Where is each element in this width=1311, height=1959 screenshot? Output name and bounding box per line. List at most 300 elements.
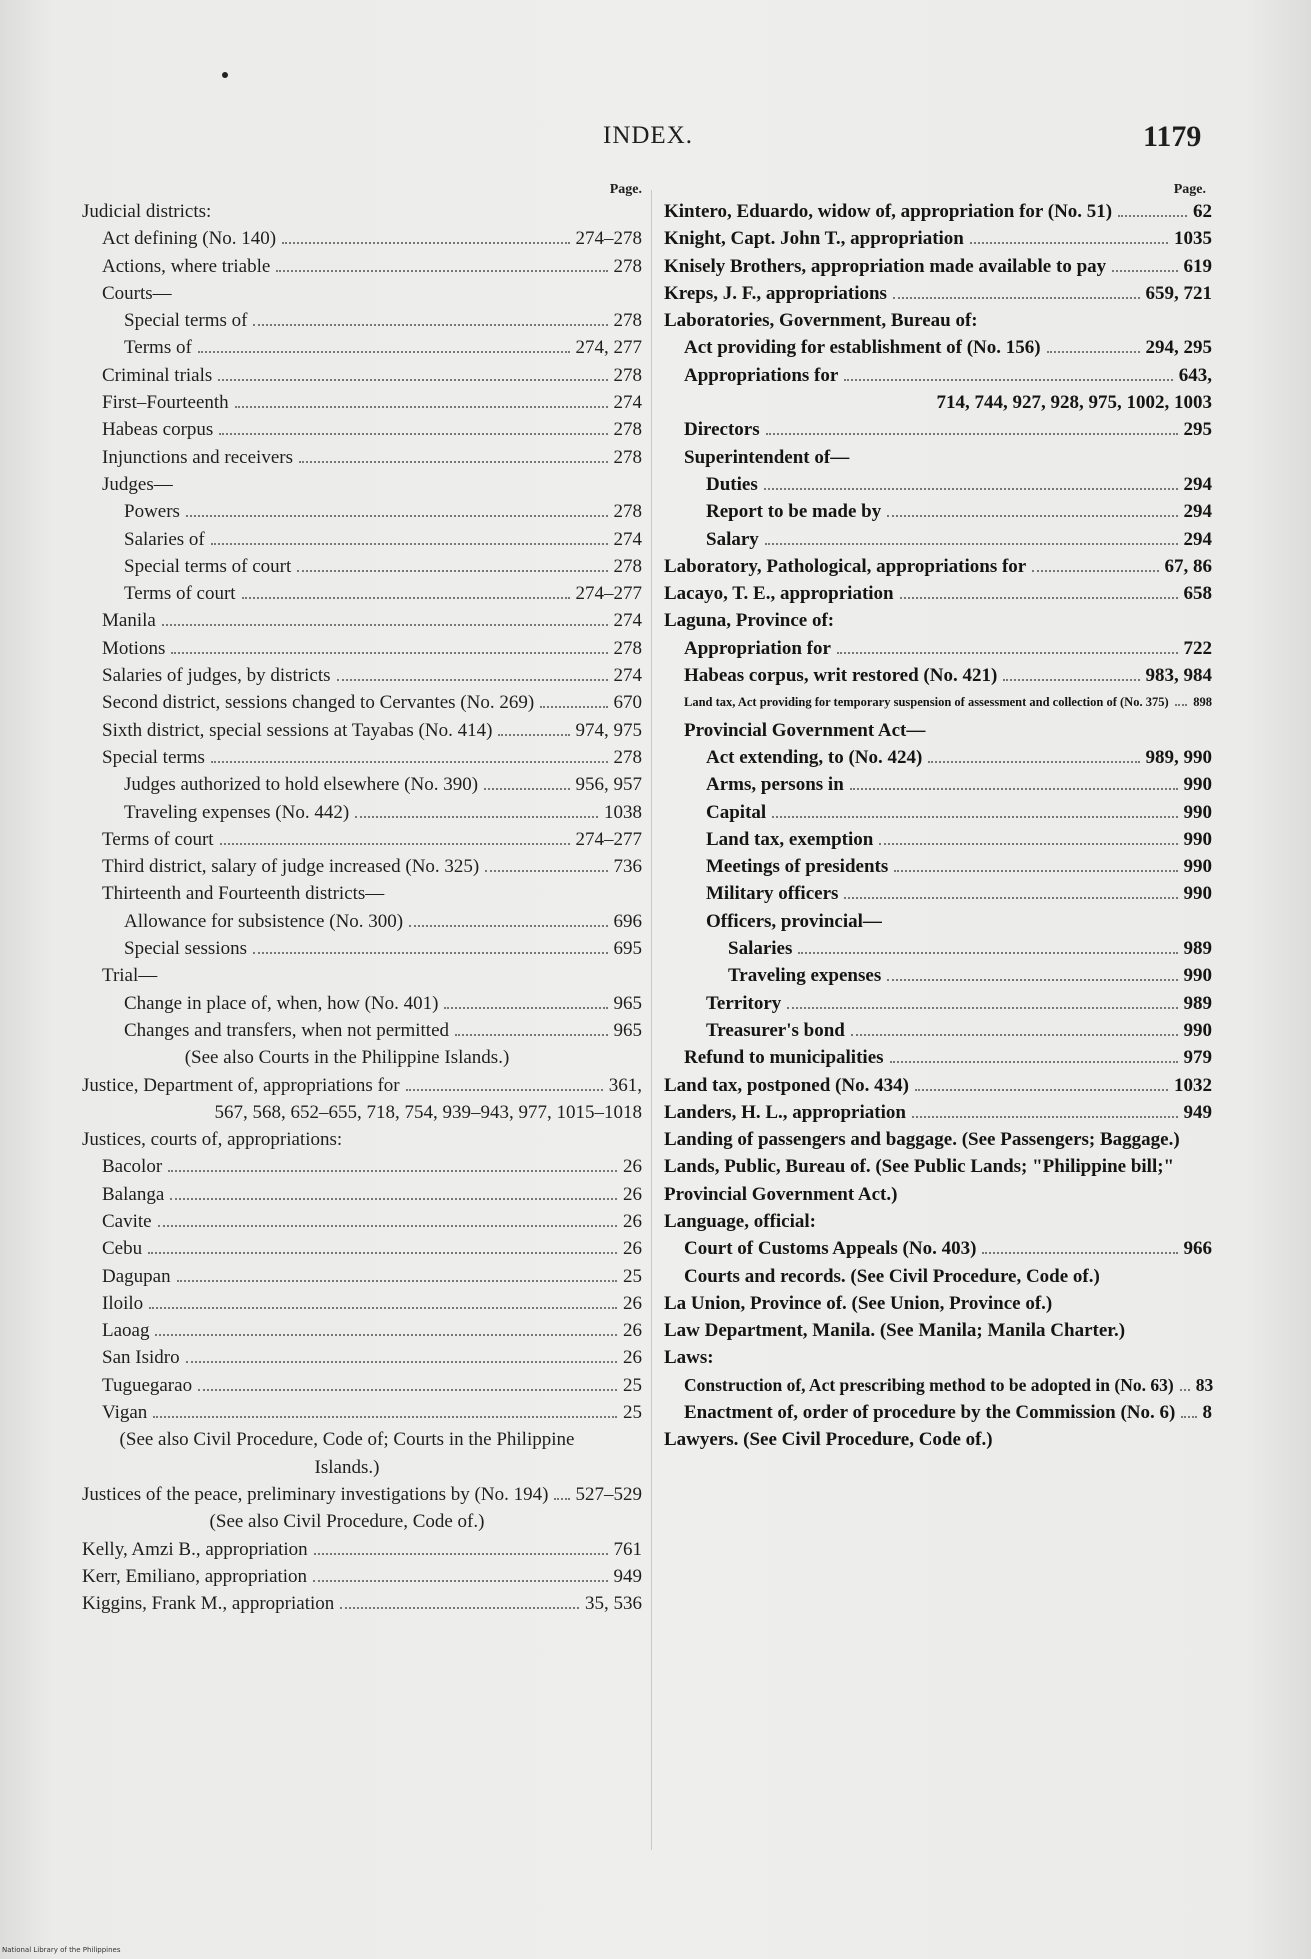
index-entry [664, 1372, 1212, 1399]
entry-page-ref: 294, 295 [1145, 337, 1212, 359]
index-entry [82, 526, 642, 553]
leader-dots [186, 1361, 617, 1363]
index-entry [82, 253, 642, 280]
entry-text: Kiggins, Frank M., appropriation [82, 1593, 335, 1615]
footer-credit: National Library of the Philippines [2, 1946, 121, 1954]
entry-text: Salary [706, 528, 759, 550]
entry-text: Dagupan [102, 1265, 171, 1287]
index-entry [664, 1426, 1212, 1453]
index-entry [82, 1126, 642, 1153]
entry-text: Duties [706, 473, 758, 495]
leader-dots [148, 1252, 617, 1254]
leader-dots [787, 1007, 1177, 1009]
leader-dots [211, 761, 608, 763]
entry-text: Land tax, exemption [706, 828, 874, 850]
entry-text: Habeas corpus [102, 419, 214, 441]
entry-text: Military officers [706, 883, 839, 905]
leader-dots [982, 1252, 1177, 1254]
leader-dots [1175, 704, 1188, 706]
entry-text: Kintero, Eduardo, widow of, appropriation for (No. 51) [664, 201, 1113, 222]
leader-dots [177, 1280, 617, 1282]
entry-text: Second district, sessions changed to Cervantes (No. 269) [102, 692, 535, 714]
entry-text: Judicial districts: [82, 201, 212, 222]
index-entry [82, 1208, 642, 1235]
entry-page-ref: 990 [1183, 883, 1212, 905]
leader-dots [484, 788, 569, 790]
entry-text: Law Department, Manila. (See Manila; Manila Charter.) [664, 1320, 1126, 1342]
index-entry [82, 198, 642, 225]
index-entry [664, 280, 1212, 307]
index-entry [664, 389, 1212, 416]
entry-text: Act extending, to (No. 424) [706, 746, 923, 768]
leader-dots [844, 897, 1177, 899]
left-entries [82, 188, 642, 1617]
entry-page-ref: 736 [613, 856, 642, 878]
entry-text: Manila [102, 610, 156, 632]
entry-page-ref: 989 [1183, 938, 1212, 960]
entry-text: Cavite [102, 1210, 152, 1232]
index-entry [82, 1536, 642, 1563]
leader-dots [887, 979, 1177, 981]
entry-text: Treasurer's bond [706, 1019, 845, 1041]
index-entry [664, 880, 1212, 907]
entry-text: Sixth district, special sessions at Tayabas (No. 414) [102, 719, 493, 741]
index-entry [664, 498, 1212, 525]
entry-text: Refund to municipalities [684, 1047, 884, 1069]
leader-dots [764, 488, 1178, 490]
index-entry [82, 444, 642, 471]
entry-text: Justices, courts of, appropriations: [82, 1129, 343, 1151]
entry-page-ref: 26 [623, 1238, 642, 1260]
leader-dots [455, 1034, 607, 1036]
entry-text: Knight, Capt. John T., appropriation [664, 228, 964, 250]
index-entry [664, 553, 1212, 580]
entry-text: Superintendent of— [684, 446, 850, 468]
leader-dots [879, 843, 1177, 845]
entry-text: Laguna, Province of: [664, 610, 835, 632]
page-title: INDEX. [603, 122, 694, 149]
leader-dots [912, 1116, 1178, 1118]
entry-page-ref: 658 [1183, 583, 1212, 605]
index-entry [664, 198, 1212, 225]
leader-dots [220, 843, 570, 845]
entry-text: Vigan [102, 1402, 148, 1424]
entry-text: Court of Customs Appeals (No. 403) [684, 1238, 977, 1260]
entry-text: First–Fourteenth [102, 392, 229, 414]
entry-text: 567, 568, 652–655, 718, 754, 939–943, 977, 1015–1018 [214, 1101, 642, 1123]
entry-page-ref: 35, 536 [585, 1593, 642, 1615]
entry-page-ref: 294 [1183, 473, 1212, 495]
entry-page-ref: 25 [623, 1374, 642, 1396]
leader-dots [798, 952, 1177, 954]
entry-text: Salaries of [124, 528, 205, 550]
entry-text: Special sessions [124, 938, 247, 960]
index-entry [664, 225, 1212, 252]
entry-page-ref: 990 [1183, 1019, 1212, 1041]
entry-text: Criminal trials [102, 364, 213, 386]
entry-page-ref: 979 [1183, 1047, 1212, 1069]
leader-dots [1181, 1416, 1196, 1418]
entry-page-ref: 62 [1193, 201, 1212, 222]
leader-dots [540, 706, 607, 708]
page-column-label: Page. [1173, 182, 1206, 197]
leader-dots [155, 1334, 617, 1336]
leader-dots [1180, 1389, 1190, 1391]
entry-page-ref: 274 [613, 528, 642, 550]
entry-page-ref: 670 [613, 692, 642, 714]
entry-page-ref: 965 [613, 992, 642, 1014]
entry-text: Justices of the peace, preliminary investigations by (No. 194) [82, 1483, 549, 1505]
index-entry [82, 880, 642, 907]
entry-page-ref: 8 [1202, 1402, 1212, 1424]
index-entry [82, 1508, 642, 1535]
index-entry [664, 1099, 1212, 1126]
index-entry [664, 1344, 1212, 1371]
entry-text: La Union, Province of. (See Union, Province of.) [664, 1292, 1053, 1314]
entry-page-ref: 83 [1195, 1374, 1214, 1395]
entry-text: Act providing for establishment of (No. 156) [684, 337, 1041, 359]
index-entry [82, 1481, 642, 1508]
leader-dots [915, 1089, 1168, 1091]
entry-page-ref: 898 [1193, 695, 1212, 710]
index-entry [82, 334, 642, 361]
entry-page-ref: 26 [623, 1347, 642, 1369]
index-entry [82, 389, 642, 416]
entry-text: Bacolor [102, 1156, 163, 1178]
entry-text: Appropriations for [684, 364, 839, 386]
index-entry [664, 990, 1212, 1017]
index-entry [82, 1099, 642, 1126]
leader-dots [928, 761, 1139, 763]
index-entry [82, 1044, 642, 1071]
ink-speck [222, 72, 228, 78]
entry-text: (See also Civil Procedure, Code of.) [209, 1511, 485, 1533]
entry-text: Language, official: [664, 1210, 816, 1232]
leader-dots [890, 1061, 1178, 1063]
leader-dots [766, 433, 1178, 435]
index-entry [82, 853, 642, 880]
index-entry [82, 1017, 642, 1044]
leader-dots [235, 406, 608, 408]
entry-page-ref: 26 [623, 1320, 642, 1342]
entry-text: Kreps, J. F., appropriations [664, 282, 887, 304]
entry-page-ref: 274–277 [575, 583, 642, 605]
entry-text: Tuguegarao [102, 1374, 193, 1396]
right-column [664, 182, 1214, 1454]
entry-page-ref: 274 [613, 610, 642, 632]
entry-page-ref: 1038 [604, 801, 642, 823]
index-entry [664, 771, 1212, 798]
index-entry [82, 1181, 642, 1208]
index-entry [664, 307, 1212, 334]
index-entry [664, 1017, 1212, 1044]
entry-page-ref: 278 [613, 419, 642, 441]
leader-dots [900, 597, 1178, 599]
index-entry [82, 280, 642, 307]
index-entry [82, 1590, 642, 1617]
leader-dots [409, 925, 607, 927]
index-entry [82, 799, 642, 826]
leader-dots [1112, 270, 1177, 272]
entry-page-ref: 278 [613, 746, 642, 768]
leader-dots [851, 1034, 1178, 1036]
entry-text: Actions, where triable [102, 255, 271, 277]
leader-dots [158, 1225, 617, 1227]
index-entry [82, 1563, 642, 1590]
entry-text: Act defining (No. 140) [102, 228, 277, 250]
page-column-label: Page. [609, 182, 642, 197]
entry-text: Landers, H. L., appropriation [664, 1101, 906, 1123]
entry-page-ref: 990 [1183, 774, 1212, 796]
index-entry [82, 689, 642, 716]
leader-dots [314, 1553, 608, 1555]
leader-dots [765, 543, 1178, 545]
entry-page-ref: 274, 277 [575, 337, 642, 359]
entry-text: Meetings of presidents [706, 856, 889, 878]
index-entry [664, 334, 1212, 361]
index-entry [82, 471, 642, 498]
leader-dots [282, 242, 569, 244]
entry-text: San Isidro [102, 1347, 180, 1369]
entry-text: Knisely Brothers, appropriation made available to pay [664, 255, 1107, 277]
entry-text: Motions [102, 637, 166, 659]
index-entry [664, 799, 1212, 826]
leader-dots [219, 433, 607, 435]
entry-page-ref: 25 [623, 1265, 642, 1287]
entry-text: Change in place of, when, how (No. 401) [124, 992, 439, 1014]
index-entry [82, 908, 642, 935]
entry-page-ref: 295 [1183, 419, 1212, 441]
leader-dots [198, 351, 570, 353]
index-entry [664, 962, 1212, 989]
entry-text: Judges— [102, 473, 173, 495]
entry-page-ref: 965 [613, 1019, 642, 1041]
entry-page-ref: 274–278 [575, 228, 642, 250]
index-entry [664, 1263, 1212, 1290]
entry-page-ref: 278 [613, 501, 642, 523]
index-entry [82, 362, 642, 389]
leader-dots [168, 1170, 617, 1172]
index-entry [82, 744, 642, 771]
entry-page-ref: 278 [613, 364, 642, 386]
entry-page-ref: 26 [623, 1156, 642, 1178]
entry-page-ref: 294 [1183, 528, 1212, 550]
leader-dots [313, 1580, 607, 1582]
index-entry [664, 744, 1212, 771]
leader-dots [893, 297, 1140, 299]
entry-text: Allowance for subsistence (No. 300) [124, 910, 404, 932]
index-entry [664, 935, 1212, 962]
entry-text: Cebu [102, 1238, 143, 1260]
right-entries [664, 188, 1212, 1454]
leader-dots [149, 1307, 617, 1309]
index-entry [82, 1426, 642, 1481]
leader-dots [894, 870, 1177, 872]
leader-dots [276, 270, 607, 272]
index-entry [664, 853, 1212, 880]
index-entry [82, 1153, 642, 1180]
entry-text: Special terms of court [124, 555, 292, 577]
index-entry [664, 362, 1212, 389]
entry-text: Kelly, Amzi B., appropriation [82, 1538, 308, 1560]
leader-dots [1118, 215, 1187, 217]
entry-text: Laws: [664, 1347, 714, 1369]
index-entry [82, 1344, 642, 1371]
leader-dots [253, 952, 608, 954]
leader-dots [850, 788, 1178, 790]
index-entry [82, 1399, 642, 1426]
index-entry [664, 1126, 1212, 1153]
entry-text: Lawyers. (See Civil Procedure, Code of.) [664, 1429, 993, 1451]
entry-text: Construction of, Act prescribing method to be adopted in (No. 63) [684, 1374, 1174, 1395]
index-entry [664, 1044, 1212, 1071]
leader-dots [211, 543, 608, 545]
entry-text: Directors [684, 419, 760, 441]
index-entry [82, 416, 642, 443]
entry-page-ref: 990 [1183, 965, 1212, 987]
entry-text: Trial— [102, 965, 158, 987]
index-entry [664, 1072, 1212, 1099]
entry-page-ref: 722 [1183, 637, 1212, 659]
leader-dots [837, 652, 1178, 654]
leader-dots [485, 870, 607, 872]
index-entry [664, 1399, 1212, 1426]
index-entry [664, 416, 1212, 443]
entry-text: Powers [124, 501, 180, 523]
leader-dots [554, 1498, 569, 1500]
entry-text: Courts— [102, 282, 172, 304]
index-entry [82, 1072, 642, 1099]
entry-page-ref: 26 [623, 1292, 642, 1314]
leader-dots [162, 624, 608, 626]
index-entry [664, 580, 1212, 607]
entry-page-ref: 966 [1183, 1238, 1212, 1260]
entry-text: Provincial Government Act— [684, 719, 926, 741]
entry-page-ref: 278 [613, 446, 642, 468]
entry-text: Appropriation for [684, 637, 831, 659]
index-entry [82, 1263, 642, 1290]
index-entry [664, 526, 1212, 553]
entry-text: Courts and records. (See Civil Procedure, Code of.) [684, 1265, 1100, 1287]
leader-dots [355, 816, 598, 818]
entry-page-ref: 278 [613, 310, 642, 332]
index-entry [82, 498, 642, 525]
entry-text: Arms, persons in [706, 774, 844, 796]
entry-text: Iloilo [102, 1292, 144, 1314]
entry-text: Changes and transfers, when not permitted [124, 1019, 450, 1041]
leader-dots [153, 1416, 617, 1418]
entry-text: Justice, Department of, appropriations for [82, 1074, 400, 1096]
entry-page-ref: 761 [613, 1538, 642, 1560]
leader-dots [772, 816, 1177, 818]
entry-page-ref: 974, 975 [575, 719, 642, 741]
entry-page-ref: 25 [623, 1402, 642, 1424]
entry-text: (See also Courts in the Philippine Islands.) [184, 1047, 510, 1069]
index-entry [82, 935, 642, 962]
index-entry [82, 1317, 642, 1344]
index-entry [664, 1290, 1212, 1317]
leader-dots [444, 1007, 607, 1009]
entry-page-ref: 989, 990 [1145, 746, 1212, 768]
entry-page-ref: 26 [623, 1183, 642, 1205]
entry-text: Terms of court [102, 828, 214, 850]
entry-text: Landing of passengers and baggage. (See Passengers; Baggage.) [664, 1129, 1180, 1151]
index-entry [82, 1235, 642, 1262]
entry-text: Terms of [124, 337, 192, 359]
leader-dots [218, 379, 607, 381]
entry-page-ref: 527–529 [575, 1483, 642, 1505]
entry-text: Injunctions and receivers [102, 446, 293, 468]
entry-text: Judges authorized to hold elsewhere (No. 390) [124, 774, 479, 796]
leader-dots [844, 379, 1172, 381]
index-entry [82, 307, 642, 334]
index-entry [82, 662, 642, 689]
leader-dots [1047, 351, 1140, 353]
index-entry [82, 962, 642, 989]
entry-page-ref: 643, [1178, 364, 1212, 386]
entry-text: Third district, salary of judge increased (No. 325) [102, 856, 480, 878]
index-entry [664, 908, 1212, 935]
entry-page-ref: 26 [623, 1210, 642, 1232]
entry-text: Capital [706, 801, 767, 823]
entry-text: Traveling expenses [728, 965, 882, 987]
index-entry [664, 1235, 1212, 1262]
entry-text: Territory [706, 992, 782, 1014]
index-entry [82, 607, 642, 634]
entry-page-ref: 278 [613, 555, 642, 577]
entry-text: Land tax, Act providing for temporary suspension of assessment and collection of (No. 375) [684, 695, 1169, 710]
entry-text: Kerr, Emiliano, appropriation [82, 1565, 308, 1587]
entry-text: Special terms [102, 746, 205, 768]
entry-text: Laboratory, Pathological, appropriations for [664, 555, 1027, 577]
leader-dots [242, 597, 570, 599]
index-entry [664, 444, 1212, 471]
entry-page-ref: 619 [1183, 255, 1212, 277]
leader-dots [297, 570, 607, 572]
entry-page-ref: 278 [613, 637, 642, 659]
entry-text: Lands, Public, Bureau of. (See Public Lands; "Philippine bill;" Provincial Government Act.) [664, 1156, 1175, 1205]
index-entry [82, 826, 642, 853]
entry-page-ref: 274 [613, 392, 642, 414]
entry-page-ref: 949 [1183, 1101, 1212, 1123]
index-entry [664, 1153, 1212, 1208]
entry-text: Lacayo, T. E., appropriation [664, 583, 894, 605]
index-entry [664, 662, 1212, 689]
entry-page-ref: 278 [613, 255, 642, 277]
entry-page-ref: 983, 984 [1145, 665, 1212, 687]
index-entry [82, 771, 642, 798]
index-entry [82, 580, 642, 607]
entry-text: Laboratories, Government, Bureau of: [664, 310, 978, 332]
index-entry [82, 990, 642, 1017]
index-entry [82, 1290, 642, 1317]
index-entry [82, 225, 642, 252]
index-entry [664, 253, 1212, 280]
entry-text: Land tax, postponed (No. 434) [664, 1074, 909, 1096]
leader-dots [198, 1389, 617, 1391]
leader-dots [170, 1198, 617, 1200]
entry-text: Salaries of judges, by districts [102, 665, 331, 687]
entry-text: Special terms of [124, 310, 248, 332]
leader-dots [299, 461, 608, 463]
entry-page-ref: 294 [1183, 501, 1212, 523]
index-entry [82, 717, 642, 744]
entry-page-ref: 695 [613, 938, 642, 960]
entry-page-ref: 989 [1183, 992, 1212, 1014]
entry-text: Laoag [102, 1320, 150, 1342]
index-entry [664, 1208, 1212, 1235]
column-divider [651, 190, 652, 1850]
